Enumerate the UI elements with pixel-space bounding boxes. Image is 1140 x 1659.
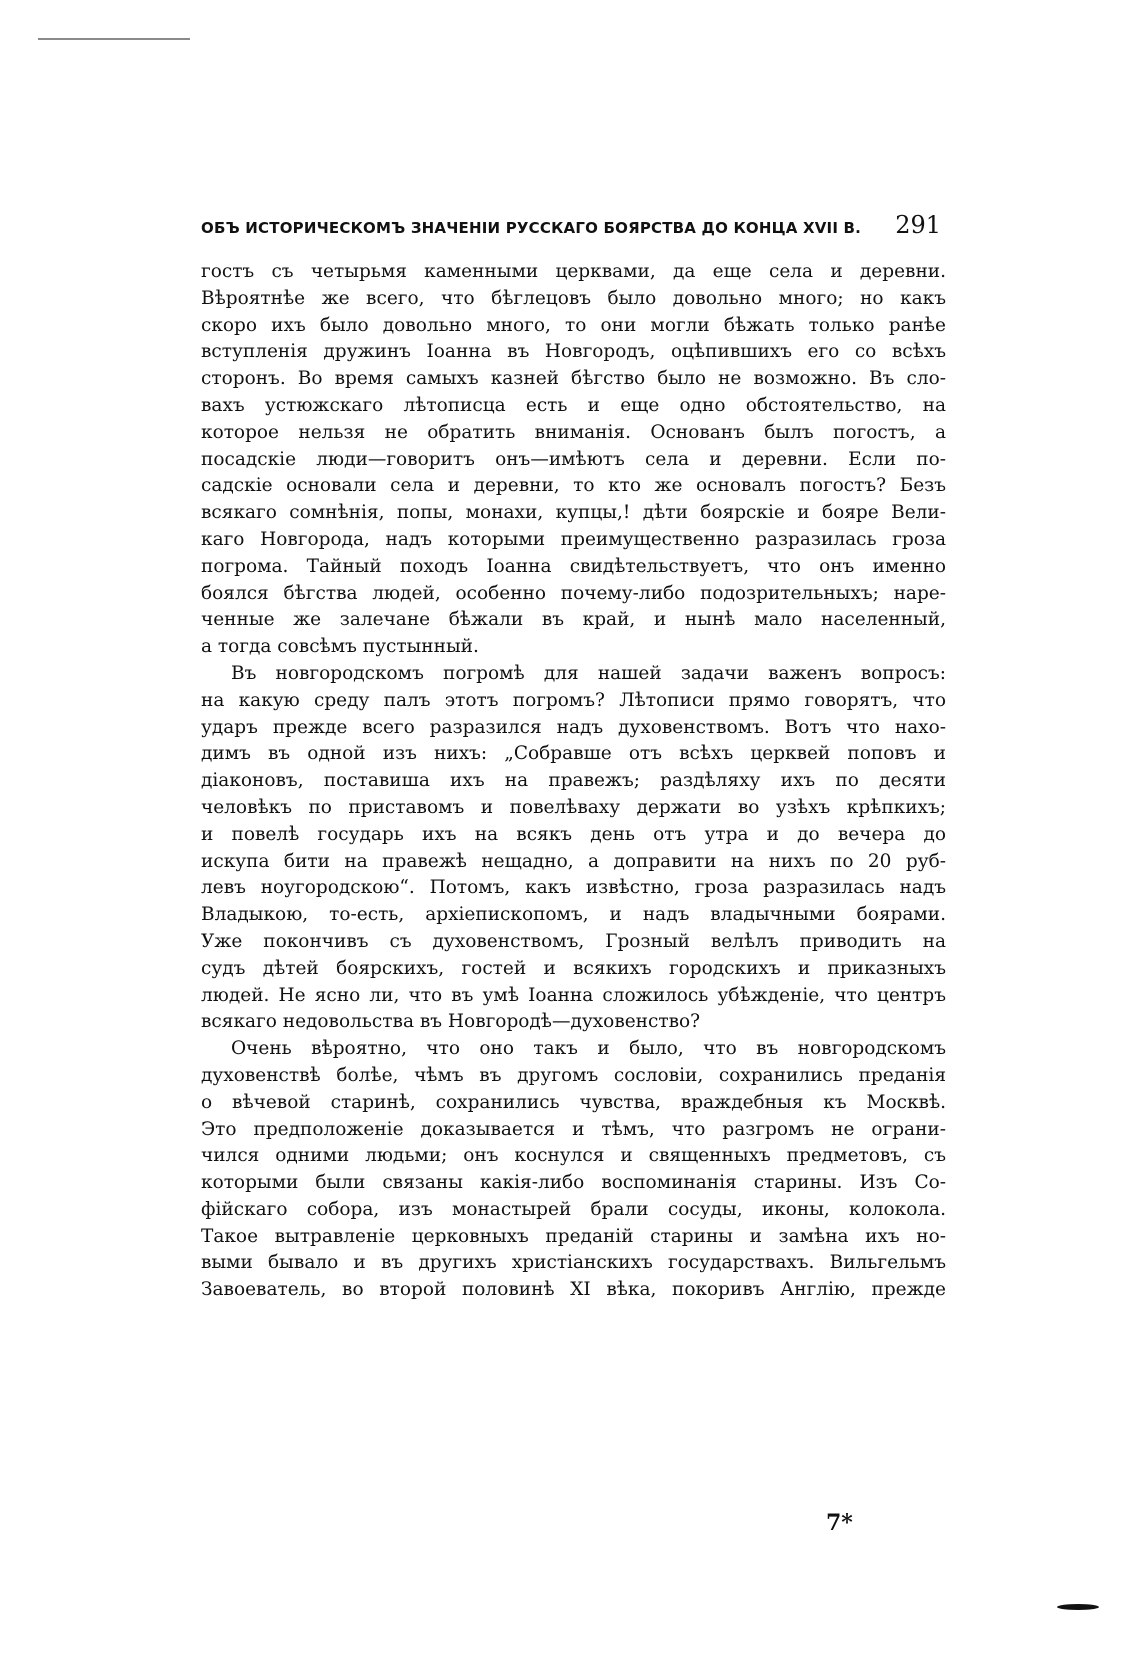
body-text <box>201 259 946 1304</box>
text-line: левъ ноугородскою“. Потомъ, какъ извѣстно, гроза разразилась надъ <box>201 877 946 899</box>
text-line: духовенствѣ болѣе, чѣмъ въ другомъ сословіи, сохранились преданія <box>201 1064 946 1086</box>
text-line: Въ новгородскомъ погромѣ для нашей задачи важенъ вопросъ: <box>231 662 946 684</box>
text-line: ченные же залечане бѣжали въ край, и нынѣ мало населенный, <box>201 609 946 631</box>
text-line: Владыкою, то-есть, архіепископомъ, и надъ владычными боярами. <box>201 904 946 926</box>
text-line: Очень вѣроятно, что оно такъ и было, что въ новгородскомъ <box>231 1038 946 1060</box>
text-line: ударъ прежде всего разразился надъ духовенствомъ. Вотъ что нахо- <box>201 716 946 738</box>
scan-edge-rule <box>38 38 190 40</box>
text-line: которое нельзя не обратить вниманія. Основанъ былъ погостъ, а <box>201 421 946 443</box>
text-line: выми бывало и въ другихъ христіанскихъ государствахъ. Вильгельмъ <box>201 1252 946 1274</box>
text-line: діаконовъ, поставиша ихъ на правежъ; раздѣляху ихъ по десяти <box>201 770 946 792</box>
text-line: и повелѣ государь ихъ на всякъ день отъ утра и до вечера до <box>201 823 946 845</box>
text-line: каго Новгорода, надъ которыми преимущественно разразилась гроза <box>201 528 946 550</box>
text-line: Уже покончивъ съ духовенствомъ, Грозный велѣлъ приводить на <box>201 930 946 952</box>
text-line: Такое вытравленіе церковныхъ преданій старины и замѣна ихъ но- <box>201 1225 946 1247</box>
text-line: фійскаго собора, изъ монастырей брали сосуды, иконы, колокола. <box>201 1198 946 1220</box>
text-line: на какую среду палъ этотъ погромъ? Лѣтописи прямо говорятъ, что <box>201 689 946 711</box>
signature-mark: 7* <box>826 1510 853 1536</box>
running-title: ОБЪ ИСТОРИЧЕСКОМЪ ЗНАЧЕНІИ РУССКАГО БОЯРСТВА ДО КОНЦА XVII В. <box>201 219 862 237</box>
text-line: боялся бѣгства людей, особенно почему-либо подозрительныхъ; наре- <box>201 582 946 604</box>
running-head <box>201 211 941 251</box>
text-line: о вѣчевой старинѣ, сохранились чувства, враждебныя къ Москвѣ. <box>201 1091 946 1113</box>
text-line: а тогда совсѣмъ пустынный. <box>201 636 479 658</box>
text-line: гостъ съ четырьмя каменными церквами, да еще села и деревни. <box>201 261 946 282</box>
text-line: судъ дѣтей боярскихъ, гостей и всякихъ городскихъ и приказныхъ <box>201 957 946 979</box>
text-line: человѣкъ по приставомъ и повелѣваху держати во узѣхъ крѣпкихъ; <box>201 796 946 818</box>
text-line: чился одними людьми; онъ коснулся и священныхъ предметовъ, съ <box>201 1145 946 1167</box>
text-line: Вѣроятнѣе же всего, что бѣглецовъ было довольно много; но какъ <box>201 287 946 309</box>
text-line: всякаго сомнѣнія, попы, монахи, купцы,! дѣти боярскіе и бояре Вели- <box>201 502 946 524</box>
text-line: погрома. Тайный походъ Іоанна свидѣтельствуетъ, что онъ именно <box>201 555 946 577</box>
text-line: искупа бити на правежѣ нещадно, а доправити на нихъ по 20 руб- <box>201 850 946 872</box>
text-line: скоро ихъ было довольно много, то они могли бѣжать только ранѣе <box>201 314 946 336</box>
text-line: Это предположеніе доказывается и тѣмъ, что разгромъ не ограни- <box>201 1118 946 1140</box>
text-line: людей. Не ясно ли, что въ умѣ Іоанна сложилось убѣжденіе, что центръ <box>201 984 946 1006</box>
text-line: вступленія дружинъ Іоанна въ Новгородъ, оцѣпившихъ его со всѣхъ <box>201 341 946 363</box>
text-line: всякаго недовольства въ Новгородѣ—духовенство? <box>201 1011 701 1033</box>
text-line: посадскіе люди—говоритъ онъ—имѣютъ села и деревни. Если по- <box>201 448 946 470</box>
text-line: димъ въ одной изъ нихъ: „Собравше отъ всѣхъ церквей поповъ и <box>201 743 946 765</box>
text-line: садскіе основали села и деревни, то кто же основалъ погостъ? Безъ <box>201 475 946 497</box>
text-line: Завоеватель, во второй половинѣ XI вѣка, покоривъ Англію, прежде <box>201 1279 946 1301</box>
page-number: 291 <box>895 211 941 239</box>
text-line: вахъ устюжскаго лѣтописца есть и еще одно обстоятельство, на <box>201 394 946 416</box>
text-line: которыми были связаны какія-либо воспоминанія старины. Изъ Со- <box>201 1172 946 1194</box>
scan-edge-mark <box>1057 1604 1099 1610</box>
text-line: сторонъ. Во время самыхъ казней бѣгство было не возможно. Въ сло- <box>201 368 946 390</box>
